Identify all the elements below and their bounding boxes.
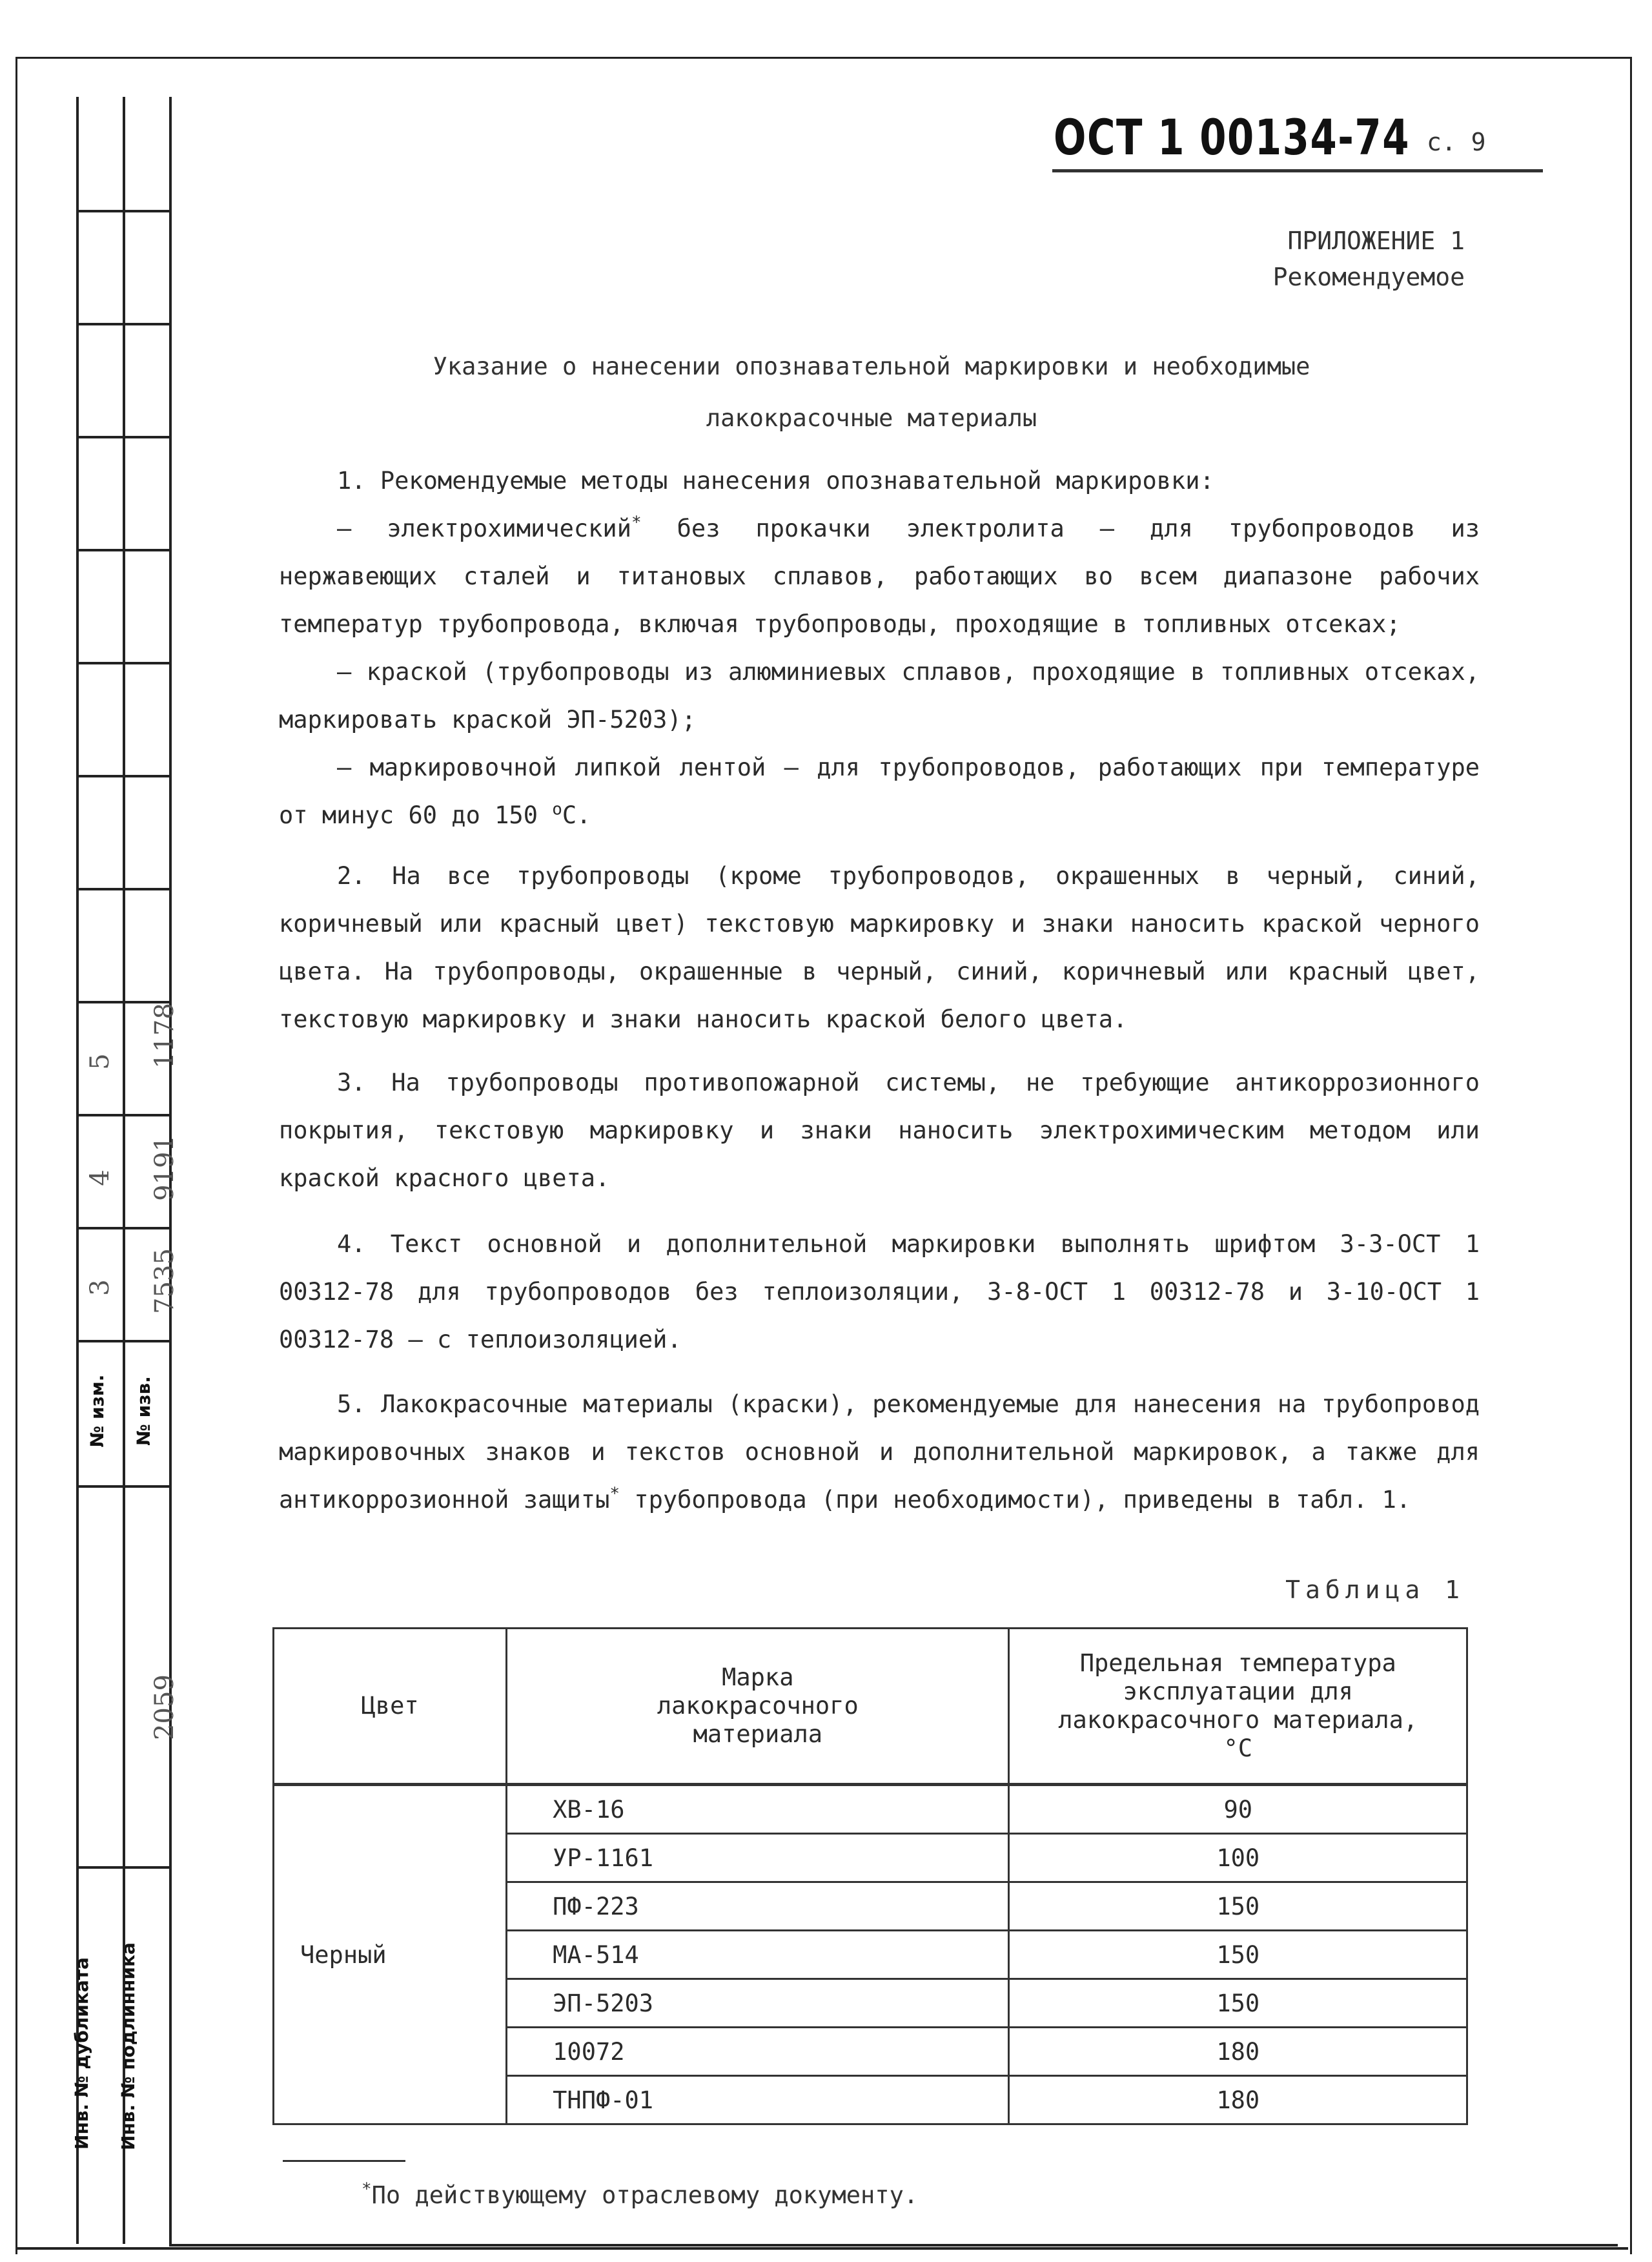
footnote-rule [283, 2160, 405, 2162]
table-header-row [274, 1629, 1467, 1785]
cell-temp: 150 [1009, 1882, 1467, 1931]
appendix-block [1273, 223, 1465, 295]
cell-mark: МА-514 [507, 1931, 1009, 1979]
stamp-num-4: 4 [85, 1169, 115, 1186]
stamp-inv-podl: Инв. № подлинника [117, 1942, 139, 2150]
header-mark-text: Марка лакокрасочного материала [657, 1663, 859, 1748]
cell-temp: 150 [1009, 1979, 1467, 2028]
footnote-text: По действующему отраслевому документу. [371, 2181, 919, 2209]
cell-temp: 90 [1009, 1785, 1467, 1834]
cell-mark: УР-1161 [507, 1834, 1009, 1882]
paragraph-1 [279, 457, 1480, 839]
cell-mark: ЭП-5203 [507, 1979, 1009, 2028]
stamp-izv-7535: 7535 [150, 1248, 179, 1314]
stamp-line [76, 1227, 169, 1229]
stamp-line [76, 662, 169, 664]
stamp-izv-1178: 1178 [150, 1003, 179, 1069]
stamp-no-izv: № изв. [133, 1376, 154, 1446]
footnote-marker: * [631, 513, 642, 533]
stamp-num-5: 5 [85, 1053, 115, 1070]
paragraph-3: 3. На трубопроводы противопожарной системы, не требующие антикоррозионного покрытия, текстовую маркировку и знаки наносить электрохимическим методом или краской красного цвета. [279, 1069, 1480, 1192]
cell-mark: ПФ-223 [507, 1882, 1009, 1931]
cell-temp: 150 [1009, 1931, 1467, 1979]
p5-rest: трубопровода (при необходимости), приведены в табл. 1. [620, 1486, 1411, 1514]
footnote-star: * [362, 2179, 372, 2199]
paragraph-1-item-c [279, 744, 1480, 839]
p1c-rest: С. [562, 801, 591, 829]
page-number: с. 9 [1427, 128, 1486, 156]
header-temp-unit: °С [1223, 1734, 1253, 1762]
stamp-no-izm: № изм. [87, 1374, 108, 1448]
degree-sign: о [552, 799, 562, 819]
stamp-line [76, 210, 169, 212]
footnote [362, 2181, 918, 2209]
cell-mark: ХВ-16 [507, 1785, 1009, 1834]
stamp-line [76, 775, 169, 777]
cell-temp: 100 [1009, 1834, 1467, 1882]
p1c-text: – маркировочной липкой лентой – для трубопроводов, работающих при температуре от минус 60 до 150 [279, 754, 1480, 829]
stamp-izv-9191: 9191 [150, 1135, 179, 1201]
table-body [274, 1785, 1467, 2124]
paragraph-5 [279, 1381, 1480, 1524]
section-title-line2: лакокрасочные материалы [706, 404, 1037, 432]
materials-table [272, 1627, 1468, 2125]
stamp-line [76, 1340, 169, 1342]
paragraph-1-item-a [279, 505, 1480, 648]
cell-mark: ТНПФ-01 [507, 2076, 1009, 2124]
stamp-line [76, 1866, 169, 1869]
cell-temp: 180 [1009, 2076, 1467, 2124]
header-color: Цвет [274, 1629, 507, 1785]
stamp-inv-dubl: Инв. № дубликата [71, 1957, 92, 2150]
stamp-podl-number: 2059 [150, 1674, 179, 1740]
footnote-marker: * [609, 1484, 620, 1504]
section-title [284, 341, 1459, 444]
cell-color: Черный [274, 1785, 507, 2124]
stamp-divider [123, 97, 125, 2244]
paragraph-4: 4. Текст основной и дополнительной маркировки выполнять шрифтом 3-3-ОСТ 1 00312-78 для трубопроводов без теплоизоляции, 3-8-ОСТ 1 00312-78 и 3-10-ОСТ 1 00312-78 – с теплоизоляцией. [279, 1230, 1480, 1353]
appendix-subtitle: Рекомендуемое [1272, 263, 1465, 291]
stamp-line [76, 549, 169, 551]
appendix-title: ПРИЛОЖЕНИЕ 1 [1287, 227, 1465, 255]
table-row [274, 1785, 1467, 1834]
paragraph-2: 2. На все трубопроводы (кроме трубопроводов, окрашенных в черный, синий, коричневый или красный цвет) текстовую маркировку и знаки наносить краской черного цвета. На трубопроводы, окрашенные в черный, синий, коричневый или красный цвет, текстовую маркировку и знаки наносить краской белого цвета. [279, 862, 1480, 1033]
stamp-num-3: 3 [85, 1279, 115, 1296]
paragraph-1-item-b: – краской (трубопроводы из алюминиевых сплавов, проходящие в топливных отсеках, маркировать краской ЭП-5203); [279, 658, 1480, 734]
header-mark [507, 1629, 1009, 1785]
stamp-line [76, 888, 169, 890]
p1a-text: – электрохимический [337, 515, 631, 542]
page-frame-bottom [15, 2247, 1628, 2250]
cell-mark: 10072 [507, 2028, 1009, 2076]
p5-text: 5. Лакокрасочные материалы (краски), рекомендуемые для нанесения на трубопровод маркировочных знаков и текстов основной и дополнительной маркировок, а также для антикоррозионной защиты [279, 1390, 1480, 1514]
table-caption: Таблица 1 [1285, 1576, 1465, 1604]
p1a-rest: без прокачки электролита – для трубопроводов из нержавеющих сталей и титановых сплавов, работающих во всем диапазоне рабочих температур трубопровода, включая трубопроводы, проходящие в топливных отсеках; [279, 515, 1480, 638]
cell-temp: 180 [1009, 2028, 1467, 2076]
header-temp-text: Предельная температура эксплуатации для лакокрасочного материала, [1058, 1649, 1418, 1734]
section-title-line1: Указание о нанесении опознавательной маркировки и необходимые [433, 353, 1310, 380]
stamp-line [76, 436, 169, 438]
stamp-line [76, 323, 169, 325]
paragraph-1-head: 1. Рекомендуемые методы нанесения опознавательной маркировки: [337, 467, 1214, 495]
header-temp [1009, 1629, 1467, 1785]
document-code: ОСТ 1 00134-74 [1054, 108, 1411, 166]
stamp-line [76, 1485, 169, 1488]
header-rule [1052, 169, 1543, 172]
stamp-line [76, 1114, 169, 1116]
